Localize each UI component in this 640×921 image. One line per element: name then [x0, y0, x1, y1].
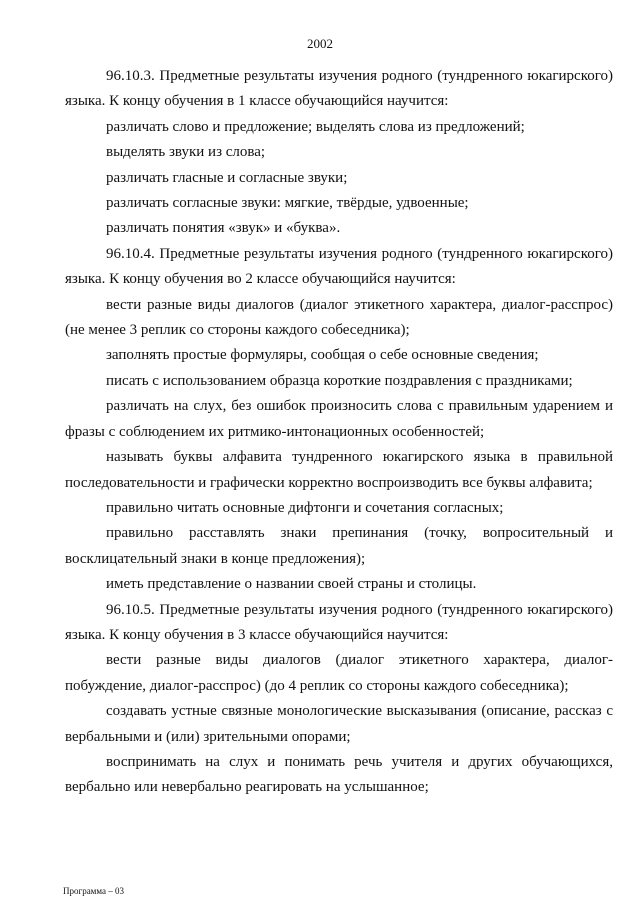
list-item: выделять звуки из слова; — [106, 144, 266, 161]
list-item: создавать устные связные монологические высказывания (описание, рассказ с вербальными и (или) зрительными опорами; — [65, 703, 613, 745]
page-footer: Программа – 03 — [63, 886, 125, 896]
document-body — [65, 64, 613, 801]
list-item: вести разные виды диалогов (диалог этикетного характера, диалог-побуждение, диалог-расспрос) (до 4 реплик со стороны каждого собеседника); — [65, 652, 613, 694]
list-item: различать гласные и согласные звуки; — [106, 169, 348, 186]
list-item: различать на слух, без ошибок произносить слова с правильным ударением и фразы с соблюдением их ритмико-интонационных особенностей; — [65, 398, 613, 440]
list-item: вести разные виды диалогов (диалог этикетного характера, диалог-расспрос) (не менее 3 реплик со стороны каждого собеседника); — [65, 296, 613, 339]
list-item: заполнять простые формуляры, сообщая о себе основные сведения; — [106, 347, 539, 364]
page-number: 2002 — [307, 36, 333, 51]
list-item: различать слово и предложение; выделять слова из предложений; — [106, 118, 525, 135]
list-item: правильно расставлять знаки препинания (точку, вопросительный и восклицательный знаки в конце предложения); — [65, 525, 613, 567]
list-item: различать понятия «звук» и «буква». — [106, 220, 341, 237]
section-heading-3-class: 96.10.5. Предметные результаты изучения родного (тундренного юкагирского) языка. К концу обучения в 3 классе обучающийся научится: — [65, 601, 613, 643]
list-item: различать согласные звуки: мягкие, твёрдые, удвоенные; — [106, 195, 469, 212]
section-heading-2-class: 96.10.4. Предметные результаты изучения родного (тундренного юкагирского) языка. К концу обучения во 2 классе обучающийся научится: — [65, 245, 613, 288]
list-item: воспринимать на слух и понимать речь учителя и других обучающихся, вербально или невербально реагировать на услышанное; — [65, 753, 613, 796]
list-item: писать с использованием образца короткие поздравления с праздниками; — [106, 372, 573, 389]
list-item: называть буквы алфавита тундренного юкагирского языка в правильной последовательности и графически корректно воспроизводить все буквы алфавита; — [65, 449, 613, 491]
section-heading-1-class: 96.10.3. Предметные результаты изучения родного (тундренного юкагирского) языка. К концу обучения в 1 классе обучающийся научится: — [65, 68, 613, 110]
list-item: иметь представление о названии своей страны и столицы. — [106, 576, 477, 593]
list-item: правильно читать основные дифтонги и сочетания согласных; — [106, 499, 504, 516]
